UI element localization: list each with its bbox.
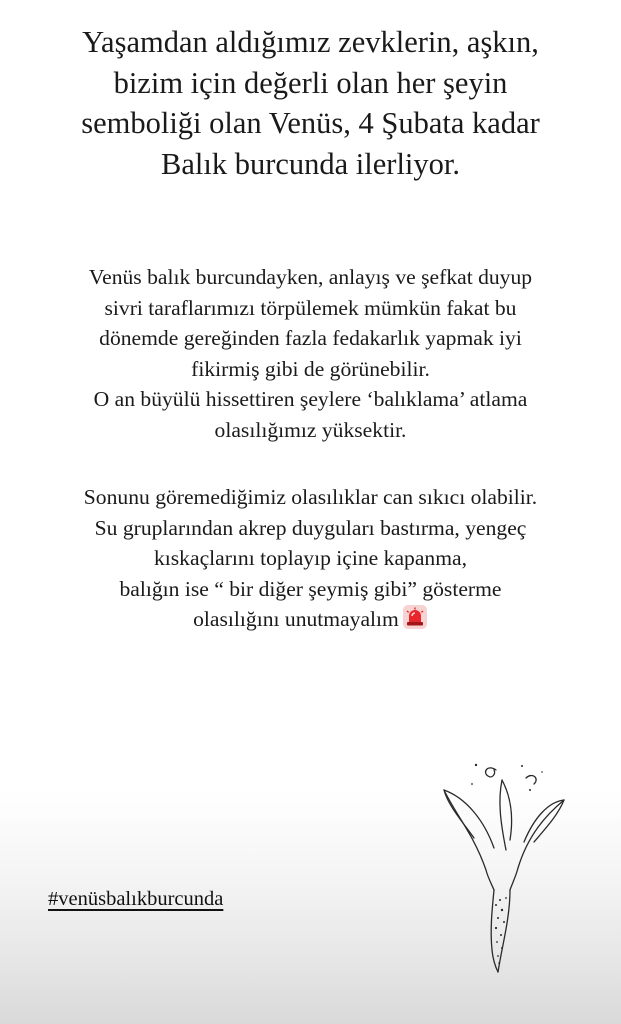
- hashtag-link[interactable]: #venüsbalıkburcunda: [48, 888, 224, 910]
- paragraph-line: Su gruplarından akrep duyguları bastırma, yengeç: [94, 515, 527, 540]
- headline-line: bizim için değerli olan her şeyin: [113, 65, 508, 100]
- paragraph-line: olasılığımız yüksektir.: [214, 417, 407, 442]
- paragraph-line: olasılığını unutmayalım: [193, 607, 399, 632]
- paragraph-line: fikirmiş gibi de görünebilir.: [191, 356, 430, 381]
- paragraph-line: kıskaçlarını toplayıp içine kapanma,: [153, 546, 467, 571]
- headline-line: Balık burcunda ilerliyor.: [161, 146, 460, 181]
- paragraph-line: Sonunu göremediğimiz olasılıklar can sıkıcı olabilir.: [83, 485, 538, 509]
- mermaid-tail-icon: [436, 760, 576, 980]
- paragraph-venus-pisces: [0, 262, 621, 446]
- headline-line: Yaşamdan aldığımız zevklerin, aşkın,: [82, 25, 539, 59]
- paragraph-last-line: [0, 604, 621, 635]
- paragraph-line: dönemde gereğinden fazla fedakarlık yapmak iyi: [99, 326, 522, 351]
- siren-icon: [402, 604, 428, 630]
- headline-line: semboliği olan Venüs, 4 Şubata kadar: [81, 106, 540, 140]
- paragraph-line: Venüs balık burcundayken, anlayış ve şefkat duyup: [88, 265, 533, 289]
- paragraph-line: sivri taraflarımızı törpülemek mümkün fakat bu: [104, 295, 517, 320]
- paragraph-line: balığın ise “ bir diğer şeymiş gibi” gösterme: [119, 576, 502, 601]
- paragraph-line: O an büyülü hissettiren şeylere ‘balıklama’ atlama: [93, 387, 528, 412]
- paragraph-water-signs: [0, 482, 621, 635]
- headline: [0, 22, 621, 184]
